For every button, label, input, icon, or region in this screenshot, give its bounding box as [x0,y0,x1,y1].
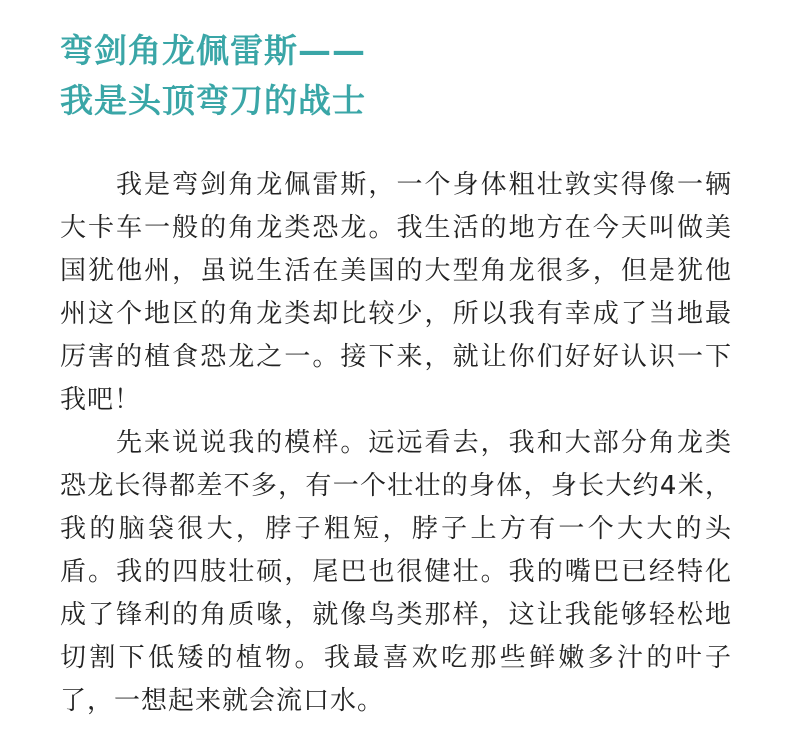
article-title [60,26,760,126]
title-line-1: 弯剑角龙佩雷斯—— [60,31,366,70]
paragraph-intro: 我是弯剑角龙佩雷斯，一个身体粗壮敦实得像一辆大卡车一般的角龙类恐龙。我生活的地方在今天叫做美国犹他州，虽说生活在美国的大型角龙很多，但是犹他州这个地区的角龙类却比较少，所以我有幸成了当地最厉害的植食恐龙之一。接下来，就让你们好好认识一下我吧！ [60,170,732,415]
article-body [60,164,732,723]
title-line-2: 我是头顶弯刀的战士 [60,81,366,120]
paragraph-appearance: 先来说说我的模样。远远看去，我和大部分角龙类恐龙长得都差不多，有一个壮壮的身体，身长大约4米，我的脑袋很大，脖子粗短，脖子上方有一个大大的头盾。我的四肢壮硕，尾巴也很健壮。我的嘴巴已经特化成了锋利的角质喙，就像鸟类那样，这让我能够轻松地切割下低矮的植物。我最喜欢吃那些鲜嫩多汁的叶子了，一想起来就会流口水。 [60,428,732,716]
